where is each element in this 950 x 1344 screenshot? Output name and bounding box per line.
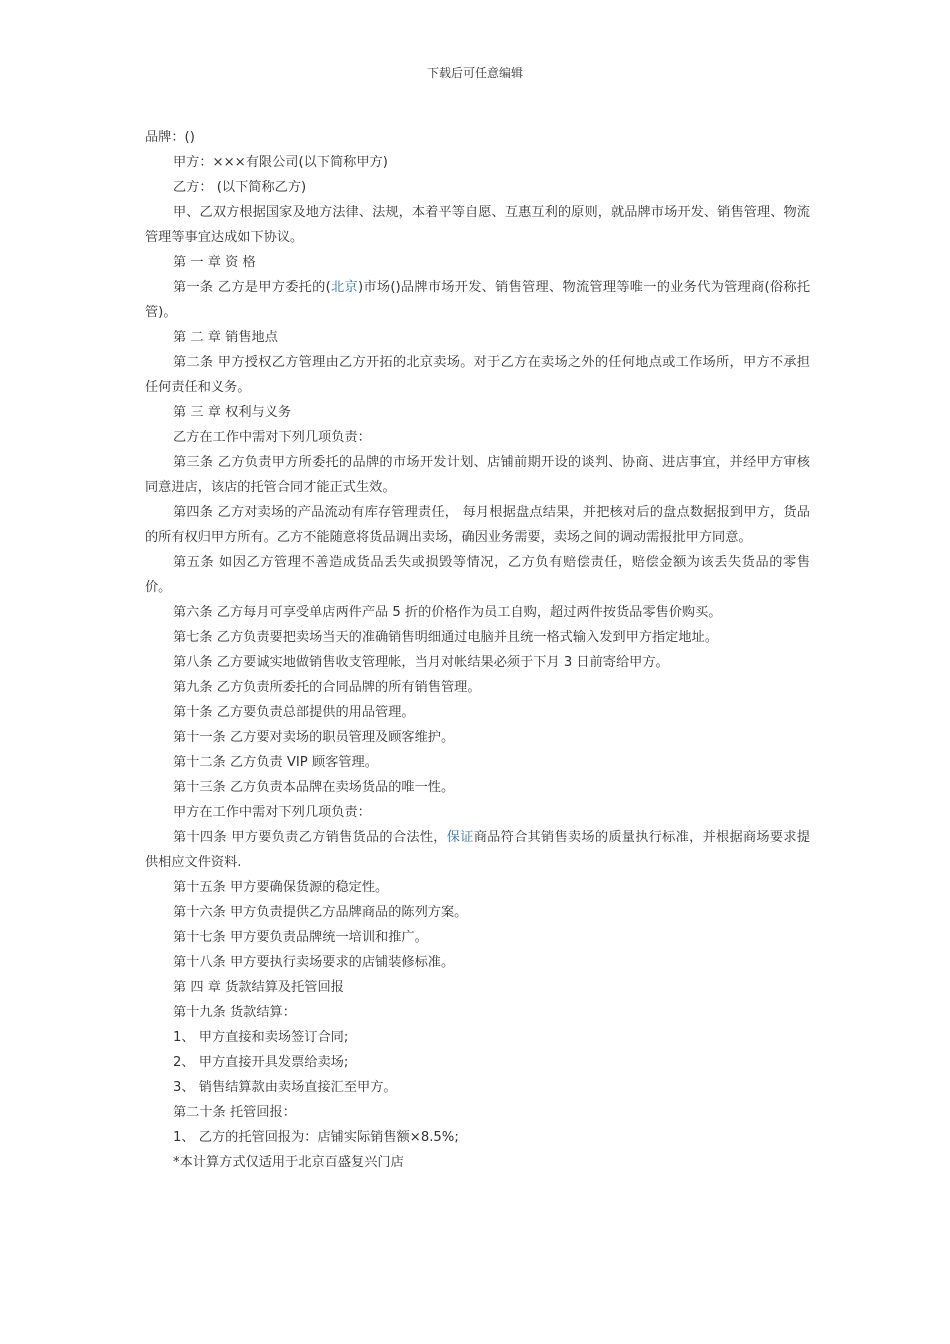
party-a-duties-heading: 甲方在工作中需对下列几项负责： xyxy=(173,805,371,820)
article-7: 第七条 乙方负责要把卖场当天的准确销售明细通过电脑并且统一格式输入发到甲方指定地址。 xyxy=(173,630,718,645)
article-14-text-b: 商品符合其销售卖场的质量执行标准，并根据商场要求提供相应文件资料. xyxy=(145,830,811,870)
article-20: 第二十条 托管回报： xyxy=(173,1105,296,1120)
article-14 xyxy=(145,825,810,875)
article-9: 第九条 乙方负责所委托的合同品牌的所有销售管理。 xyxy=(173,680,481,695)
article-18: 第十八条 甲方要执行卖场要求的店铺装修标准。 xyxy=(173,955,455,970)
brand-line: 品牌：() xyxy=(145,130,195,145)
intro-paragraph: 甲、乙双方根据国家及地方法律、法规，本着平等自愿、互惠互利的原则，就品牌市场开发、销售管理、物流管理等事宜达成如下协议。 xyxy=(145,205,810,245)
article-13: 第十三条 乙方负责本品牌在卖场货品的唯一性。 xyxy=(173,780,455,795)
article-12: 第十二条 乙方负责 VIP 顾客管理。 xyxy=(173,755,378,770)
article-4: 第四条 乙方对卖场的产品流动有库存管理责任， 每月根据盘点结果，并把核对后的盘点数据报到甲方，货品的所有权归甲方所有。乙方不能随意将货品调出卖场，确因业务需要，卖场之间的调动需报批甲方同意。 xyxy=(145,505,810,545)
article-11: 第十一条 乙方要对卖场的职员管理及顾客维护。 xyxy=(173,730,455,745)
page-header: 下载后可任意编辑 xyxy=(426,66,523,80)
article-19: 第十九条 货款结算： xyxy=(173,1005,296,1020)
article-20-item-1: 1、 乙方的托管回报为：店铺实际销售额×8.5%; xyxy=(173,1130,459,1145)
article-16: 第十六条 甲方负责提供乙方品牌商品的陈列方案。 xyxy=(173,905,468,920)
article-19-item-3: 3、 销售结算款由卖场直接汇至甲方。 xyxy=(173,1080,397,1095)
article-19-item-1: 1、 甲方直接和卖场签订合同; xyxy=(173,1030,349,1045)
article-10: 第十条 乙方要负责总部提供的用品管理。 xyxy=(173,705,415,720)
article-17: 第十七条 甲方要负责品牌统一培训和推广。 xyxy=(173,930,428,945)
article-1 xyxy=(145,275,810,325)
article-2: 第二条 甲方授权乙方管理由乙方开拓的北京卖场。对于乙方在卖场之外的任何地点或工作场所，甲方不承担任何责任和义务。 xyxy=(145,355,810,395)
party-b-duties-heading: 乙方在工作中需对下列几项负责： xyxy=(173,430,371,445)
chapter-3-heading: 第 三 章 权利与义务 xyxy=(173,405,292,420)
article-14-text-a: 第十四条 甲方要负责乙方销售货品的合法性， xyxy=(173,830,447,845)
article-19-item-2: 2、 甲方直接开具发票给卖场; xyxy=(173,1055,349,1070)
article-1-text-a: 第一条 乙方是甲方委托的( xyxy=(173,280,331,295)
beijing-link[interactable]: 北京 xyxy=(330,280,358,295)
guarantee-link[interactable]: 保证 xyxy=(446,830,474,845)
article-6: 第六条 乙方每月可享受单店两件产品 5 折的价格作为员工自购，超过两件按货品零售价购买。 xyxy=(173,605,722,620)
party-a-line: 甲方：×××有限公司(以下简称甲方) xyxy=(173,155,388,170)
footnote: *本计算方式仅适用于北京百盛复兴门店 xyxy=(173,1155,404,1170)
article-3: 第三条 乙方负责甲方所委托的品牌的市场开发计划、店铺前期开设的谈判、协商、进店事宜，并经甲方审核同意进店，该店的托管合同才能正式生效。 xyxy=(145,455,810,495)
article-15: 第十五条 甲方要确保货源的稳定性。 xyxy=(173,880,389,895)
article-1-text-b: )市场()品牌市场开发、销售管理、物流管理等唯一的业务代为管理商(俗称托管)。 xyxy=(145,280,811,320)
chapter-1-heading: 第 一 章 资 格 xyxy=(173,255,256,270)
chapter-2-heading: 第 二 章 销售地点 xyxy=(173,330,278,345)
party-b-line: 乙方： (以下简称乙方) xyxy=(173,180,307,195)
article-8: 第八条 乙方要诚实地做销售收支管理帐，当月对帐结果必须于下月 3 日前寄给甲方。 xyxy=(173,655,669,670)
document-body xyxy=(145,125,810,1175)
chapter-4-heading: 第 四 章 货款结算及托管回报 xyxy=(173,980,344,995)
article-5: 第五条 如因乙方管理不善造成货品丢失或损毁等情况，乙方负有赔偿责任，赔偿金额为该丢失货品的零售价。 xyxy=(145,555,810,595)
